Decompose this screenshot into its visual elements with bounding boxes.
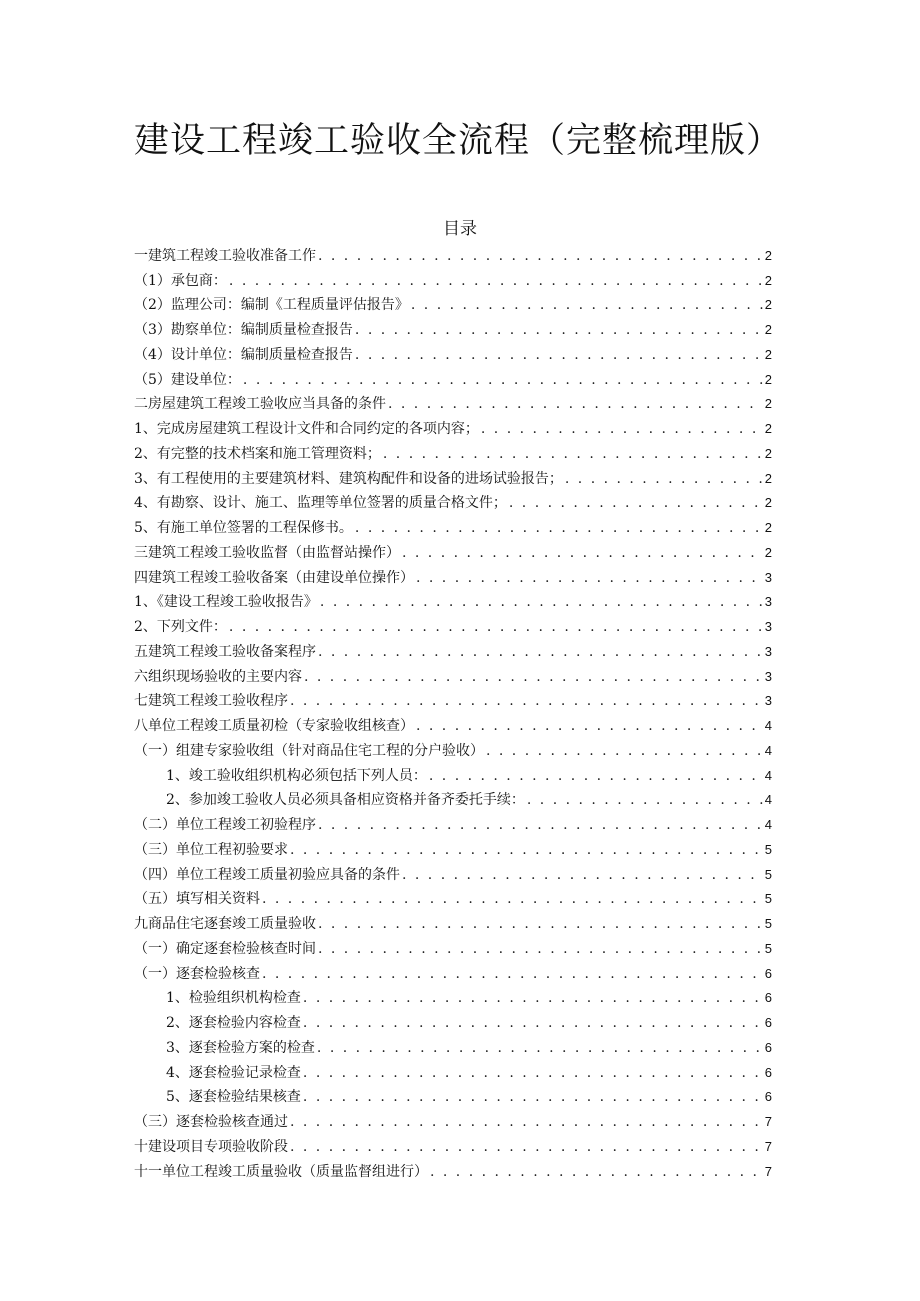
toc-entry[interactable] [134, 761, 772, 786]
toc-entry-label: （一）逐套检验核查 [134, 965, 260, 982]
toc-entry[interactable] [134, 860, 772, 885]
toc-entry[interactable] [134, 365, 772, 390]
toc-entry-page-number: 2 [764, 247, 772, 263]
toc-dot-leader [229, 271, 763, 291]
toc-entry[interactable] [134, 563, 772, 588]
toc-dot-leader [318, 815, 763, 835]
toc-entry-label: 1、竣工验收组织机构必须包括下列人员： [166, 767, 427, 784]
toc-entry-label: （3）勘察单位：编制质量检查报告 [134, 322, 353, 338]
toc-entry-label: （五）填写相关资料 [134, 891, 260, 908]
toc-entry-page-number: 4 [764, 817, 772, 832]
table-of-contents [134, 241, 772, 1182]
toc-dot-leader [303, 988, 763, 1008]
toc-entry-page-number: 6 [764, 990, 772, 1006]
toc-entry-label: 六组织现场验收的主要内容 [134, 668, 302, 685]
toc-entry-page-number: 4 [764, 767, 772, 783]
toc-entry-page-number: 3 [764, 569, 772, 585]
toc-entry-page-number: 3 [764, 693, 772, 709]
toc-entry[interactable] [134, 315, 772, 340]
toc-entry[interactable] [134, 464, 772, 489]
toc-entry[interactable] [134, 266, 772, 291]
toc-entry-page-number: 2 [764, 544, 772, 560]
toc-dot-leader [355, 518, 763, 538]
toc-entry-page-number: 4 [764, 742, 772, 758]
toc-dot-leader [290, 691, 763, 711]
toc-dot-leader [303, 1013, 763, 1033]
toc-entry-page-number: 2 [764, 421, 772, 436]
toc-entry-page-number: 6 [764, 1089, 772, 1105]
toc-dot-leader [318, 642, 763, 662]
toc-dot-leader [317, 1038, 763, 1058]
toc-entry-page-number: 2 [764, 297, 772, 313]
toc-entry-label: （三）逐套检验核查通过 [134, 1114, 288, 1130]
toc-dot-leader [304, 667, 763, 687]
toc-entry[interactable] [134, 414, 772, 439]
toc-entry-page-number: 2 [764, 495, 772, 511]
toc-entry-label: 九商品住宅逐套竣工质量验收 [134, 916, 316, 932]
toc-entry-page-number: 4 [764, 718, 772, 733]
toc-entry[interactable] [134, 1157, 772, 1182]
toc-entry[interactable] [134, 786, 772, 811]
toc-entry-label: 三建筑工程竣工验收监督（由监督站操作） [134, 544, 400, 561]
toc-dot-leader [481, 419, 763, 439]
toc-entry[interactable] [134, 1008, 772, 1033]
toc-entry-label: 5、逐套检验结果核查 [166, 1089, 301, 1106]
toc-entry-page-number: 6 [764, 1015, 772, 1030]
toc-entry-label: 八单位工程竣工质量初检（专家验收组核查） [134, 718, 414, 734]
toc-entry-page-number: 5 [764, 940, 772, 956]
toc-dot-leader [486, 741, 763, 761]
toc-entry-page-number: 7 [764, 1138, 772, 1154]
toc-entry[interactable] [134, 1107, 772, 1132]
toc-heading: 目录 [443, 219, 477, 239]
toc-entry-label: 2、有完整的技术档案和施工管理资料； [134, 445, 381, 462]
toc-entry-page-number: 2 [764, 371, 772, 387]
toc-entry[interactable] [134, 538, 772, 563]
toc-entry-page-number: 6 [764, 1039, 772, 1055]
document-title: 建设工程竣工验收全流程（完整梳理版） [134, 121, 783, 161]
toc-entry-label: 四建筑工程竣工验收备案（由建设单位操作） [134, 569, 414, 586]
toc-dot-leader [402, 865, 763, 885]
toc-entry-label: 一建筑工程竣工验收准备工作 [134, 247, 316, 264]
toc-entry[interactable] [134, 340, 772, 365]
toc-dot-leader [303, 1087, 763, 1107]
toc-dot-leader [318, 939, 763, 959]
toc-entry-label: 二房屋建筑工程竣工验收应当具备的条件 [134, 396, 386, 413]
toc-dot-leader [262, 889, 763, 909]
toc-dot-leader [355, 345, 763, 365]
toc-dot-leader [565, 469, 763, 489]
toc-dot-leader [290, 840, 763, 860]
toc-entry[interactable] [134, 711, 772, 736]
toc-dot-leader [527, 790, 763, 810]
toc-entry-page-number: 5 [764, 866, 772, 882]
toc-entry[interactable] [134, 909, 772, 934]
toc-entry-label: 2、下列文件： [134, 619, 227, 635]
toc-entry[interactable] [134, 1033, 772, 1058]
toc-dot-leader [290, 1112, 763, 1132]
toc-entry-page-number: 2 [764, 272, 772, 288]
toc-entry-page-number: 2 [764, 322, 772, 337]
toc-entry[interactable] [134, 984, 772, 1009]
toc-entry-page-number: 5 [764, 891, 772, 907]
toc-entry[interactable] [134, 687, 772, 712]
toc-dot-leader [388, 394, 763, 414]
toc-entry[interactable] [134, 736, 772, 761]
toc-dot-leader [411, 295, 763, 315]
toc-entry-page-number: 2 [764, 445, 772, 461]
toc-entry-page-number: 2 [764, 470, 772, 486]
toc-dot-leader [290, 1137, 763, 1157]
toc-entry-page-number: 5 [764, 916, 772, 931]
toc-dot-leader [243, 370, 763, 390]
toc-entry-page-number: 3 [764, 619, 772, 634]
toc-entry-page-number: 2 [764, 520, 772, 535]
toc-entry-page-number: 3 [764, 594, 772, 610]
toc-entry-page-number: 2 [764, 346, 772, 362]
toc-dot-leader [402, 543, 763, 563]
toc-entry[interactable] [134, 291, 772, 316]
toc-entry-label: 4、有勘察、设计、施工、监理等单位签署的质量合格文件； [134, 495, 507, 512]
toc-entry[interactable] [134, 637, 772, 662]
toc-dot-leader [509, 493, 763, 513]
toc-entry[interactable] [134, 959, 772, 984]
toc-entry-label: （2）监理公司：编制《工程质量评估报告》 [134, 297, 409, 314]
toc-entry-label: （四）单位工程竣工质量初验应具备的条件 [134, 866, 400, 883]
toc-dot-leader [355, 320, 763, 340]
toc-entry-label: （5）建设单位： [134, 371, 241, 388]
toc-entry[interactable] [134, 588, 772, 613]
toc-entry[interactable] [134, 810, 772, 835]
toc-entry[interactable] [134, 934, 772, 959]
toc-entry-label: （4）设计单位：编制质量检查报告 [134, 346, 353, 363]
toc-entry[interactable] [134, 439, 772, 464]
toc-entry-label: （一）组建专家验收组（针对商品住宅工程的分户验收） [134, 742, 484, 759]
toc-entry[interactable] [134, 241, 772, 266]
toc-entry[interactable] [134, 1058, 772, 1083]
toc-dot-leader [262, 964, 763, 984]
toc-entry-page-number: 7 [764, 1114, 772, 1129]
toc-entry-label: 5、有施工单位签署的工程保修书。 [134, 520, 353, 536]
toc-entry-label: （1）承包商： [134, 272, 227, 289]
toc-entry-label: （一）确定逐套检验核查时间 [134, 940, 316, 957]
toc-entry-page-number: 5 [764, 841, 772, 857]
toc-dot-leader [229, 617, 763, 637]
toc-entry-page-number: 6 [764, 965, 772, 981]
toc-dot-leader [383, 444, 763, 464]
toc-entry-label: 4、逐套检验记录检查 [166, 1064, 301, 1081]
toc-entry-label: 1、完成房屋建筑工程设计文件和合同约定的各项内容； [134, 421, 479, 437]
toc-entry[interactable] [134, 835, 772, 860]
toc-entry-label: 3、有工程使用的主要建筑材料、建筑构配件和设备的进场试验报告； [134, 470, 563, 487]
toc-dot-leader [430, 1162, 763, 1182]
toc-entry-label: 3、逐套检验方案的检查 [166, 1039, 315, 1056]
toc-dot-leader [303, 1063, 763, 1083]
toc-entry-label: 五建筑工程竣工验收备案程序 [134, 643, 316, 660]
toc-dot-leader [429, 766, 763, 786]
toc-entry-page-number: 7 [764, 1163, 772, 1179]
toc-entry[interactable] [134, 390, 772, 415]
toc-entry-page-number: 6 [764, 1064, 772, 1080]
toc-entry-label: （二）单位工程竣工初验程序 [134, 817, 316, 833]
toc-entry[interactable] [134, 612, 772, 637]
toc-entry[interactable] [134, 1083, 772, 1108]
toc-entry-label: 十建设项目专项验收阶段 [134, 1138, 288, 1155]
toc-entry[interactable] [134, 885, 772, 910]
toc-entry-page-number: 4 [764, 792, 772, 808]
toc-entry-label: 2、参加竣工验收人员必须具备相应资格并备齐委托手续： [166, 792, 525, 809]
toc-entry-label: 1、检验组织机构检查 [166, 990, 301, 1007]
toc-entry-label: （三）单位工程初验要求 [134, 841, 288, 858]
toc-entry[interactable] [134, 662, 772, 687]
toc-dot-leader [318, 246, 763, 266]
toc-entry[interactable] [134, 513, 772, 538]
toc-dot-leader [320, 592, 763, 612]
toc-dot-leader [318, 914, 763, 934]
toc-entry-label: 2、逐套检验内容检查 [166, 1015, 301, 1031]
toc-entry[interactable] [134, 489, 772, 514]
toc-entry-page-number: 2 [764, 396, 772, 412]
toc-entry-label: 七建筑工程竣工验收程序 [134, 693, 288, 710]
toc-dot-leader [416, 716, 763, 736]
toc-entry-label: 十一单位工程竣工质量验收（质量监督组进行） [134, 1163, 428, 1180]
toc-entry[interactable] [134, 1132, 772, 1157]
toc-entry-label: 1、《建设工程竣工验收报告》 [134, 594, 318, 611]
toc-entry-page-number: 3 [764, 668, 772, 684]
toc-dot-leader [416, 568, 763, 588]
toc-entry-page-number: 3 [764, 643, 772, 659]
